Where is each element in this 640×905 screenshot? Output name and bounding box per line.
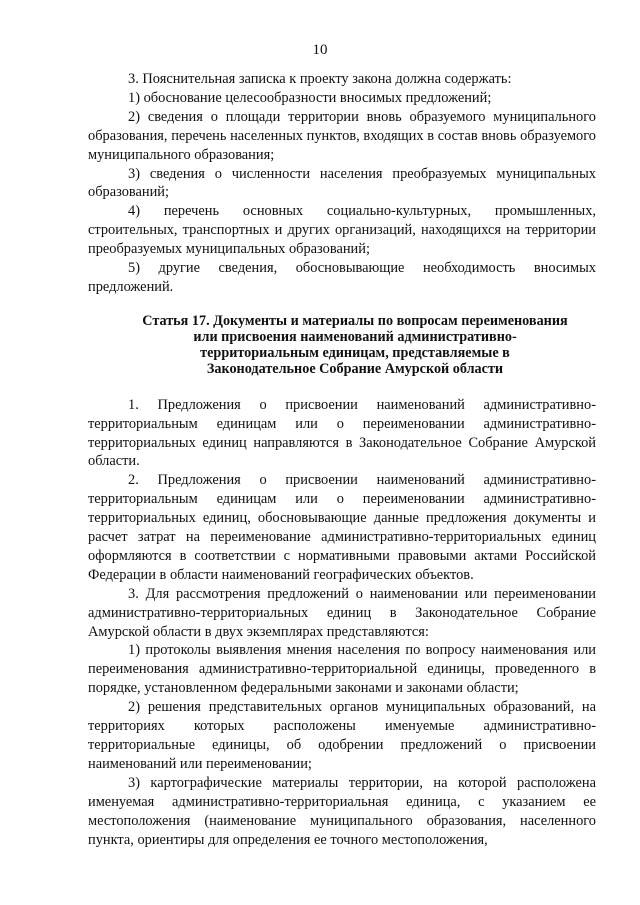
explanatory-note-item-4: 4) перечень основных социально-культурных, промышленных, строительных, транспортных и других организаций, находящихся на территории преобразуемых муниципальных образований; <box>88 203 596 258</box>
explanatory-note-item-1: 1) обоснование целесообразности вносимых предложений; <box>128 89 492 106</box>
article-17-item-3: 3) картографические материалы территории, на которой расположена именуемая административно-территориальная единица, с указанием ее местоположения (наименование муниципального образования, населенного пункта, ориентиры для определения ее точного местоположения, <box>88 774 596 848</box>
article-17-paragraph-1: 1. Предложения о присвоении наименований административно-территориальным единицам или о переименовании административно-территориальных единиц направляются в Законодательное Собрание Амурской области. <box>88 396 596 470</box>
article-17-item-1: 1) протоколы выявления мнения населения по вопросу наименования или переименования административно-территориальной единицы, проведенного в порядке, установленном федеральными законами и законами области; <box>88 642 596 697</box>
article-17-heading <box>88 313 596 378</box>
explanatory-note-intro: 3. Пояснительная записка к проекту закона должна содержать: <box>128 71 512 87</box>
page-number: 10 <box>312 42 328 58</box>
explanatory-note-item-5: 5) другие сведения, обосновывающие необходимость вносимых предложений. <box>88 260 596 295</box>
article-17-heading-line: Статья 17. Документы и материалы по вопросам переименования <box>142 312 568 329</box>
article-17-item-2: 2) решения представительных органов муниципальных образований, на территориях которых расположены именуемые административно-территориальные единицы, об одобрении предложений о присвоении наименований или переименовании; <box>88 699 596 772</box>
article-17-heading-line: территориальным единицам, представляемые в <box>200 345 510 362</box>
document-body <box>88 70 596 849</box>
explanatory-note-item-3: 3) сведения о численности населения преобразуемых муниципальных образований; <box>88 165 596 201</box>
article-17-paragraph-2: 2. Предложения о присвоении наименований административно-территориальным единицам или о переименовании административно-территориальных единиц, обосновывающие данные предложения документы и расчет затрат на переименование административно-территориальных единиц оформляются в соответствии с нормативными правовыми актами Российской Федерации в области наименований географических объектов. <box>88 472 596 583</box>
explanatory-note-item-2: 2) сведения о площади территории вновь образуемого муниципального образования, перечень населенных пунктов, входящих в состав вновь образуемого муниципального образования; <box>88 108 596 163</box>
article-17-paragraph-3: 3. Для рассмотрения предложений о наименовании или переименовании административно-территориальных единиц в Законодательное Собрание Амурской области в двух экземплярах представляются: <box>88 585 596 640</box>
article-17-heading-line: Законодательное Собрание Амурской области <box>206 361 504 378</box>
article-17-heading-line: или присвоения наименований административно- <box>193 329 517 346</box>
